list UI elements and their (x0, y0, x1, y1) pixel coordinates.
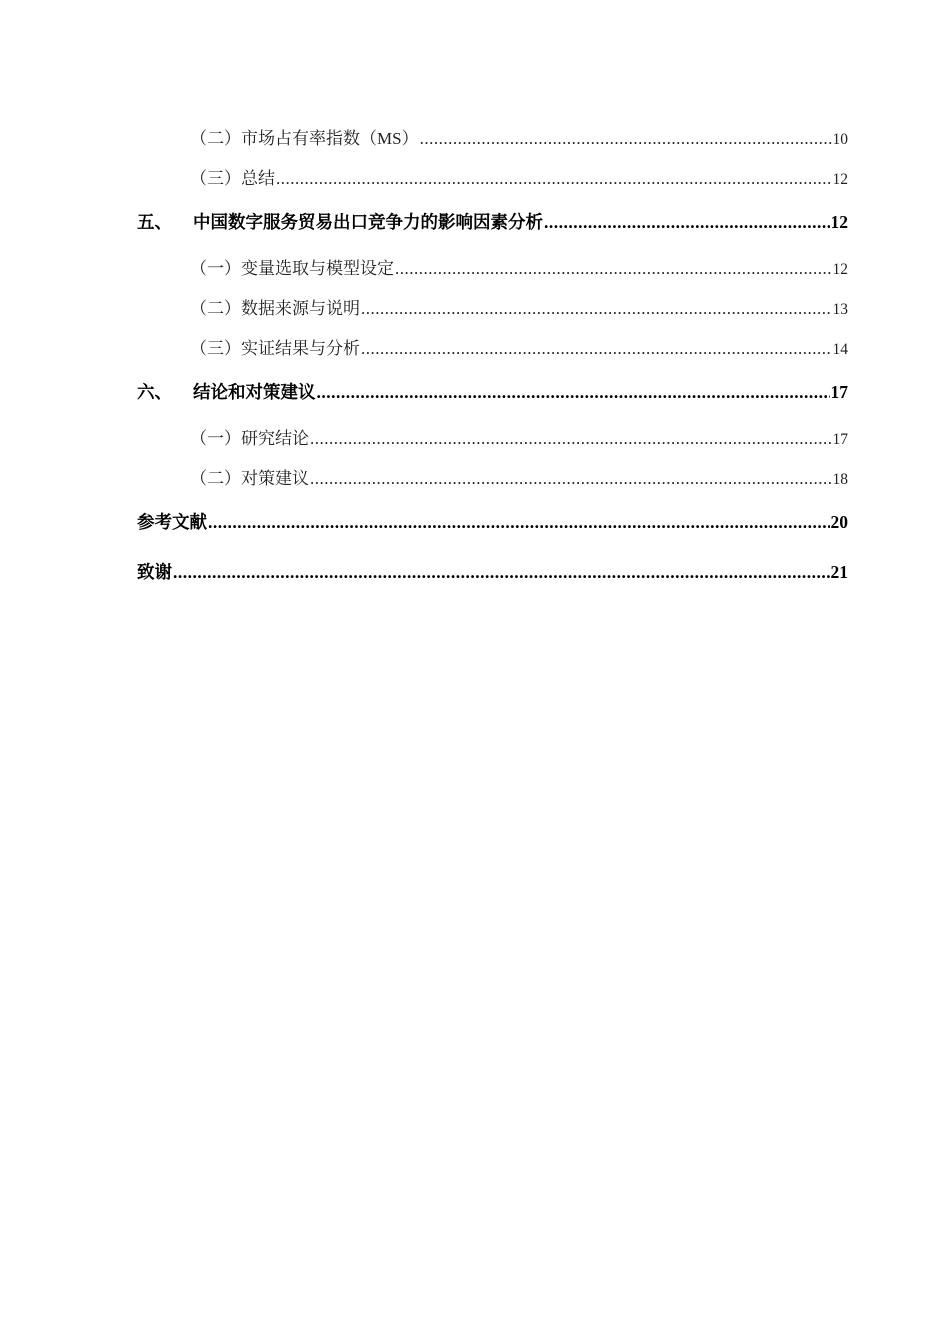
toc-entry-label: （二）市场占有率指数（MS） (190, 129, 419, 148)
toc-dot-leader (310, 469, 832, 489)
toc-dot-leader (310, 429, 832, 449)
toc-dot-leader (395, 259, 832, 279)
toc-page-number: 17 (830, 382, 848, 402)
toc-entry-label: （二）数据来源与说明 (190, 299, 360, 318)
toc-dot-leader (361, 299, 832, 319)
toc-entry-label: （三）实证结果与分析 (190, 339, 360, 358)
toc-entry-label: 致谢 (137, 563, 172, 583)
toc-page-number: 21 (830, 562, 848, 582)
toc-page-number: 17 (832, 431, 848, 448)
toc-entry-label: 参考文献 (137, 513, 207, 533)
toc-entry-empirical-results[interactable] (0, 334, 950, 359)
toc-page-number: 13 (832, 301, 848, 318)
toc-chapter-six[interactable] (0, 379, 950, 404)
toc-entry-market-share[interactable] (0, 124, 950, 149)
toc-chapter-five[interactable] (0, 209, 950, 234)
toc-page-number: 10 (832, 131, 848, 148)
toc-dot-leader (317, 382, 830, 403)
toc-page-number: 20 (830, 512, 848, 532)
toc-dot-leader (420, 129, 832, 149)
toc-dot-leader (361, 339, 832, 359)
toc-dot-leader (544, 212, 830, 233)
toc-page-number: 12 (832, 171, 848, 188)
toc-page-number: 12 (832, 261, 848, 278)
toc-page-number: 12 (830, 212, 848, 232)
toc-references[interactable] (0, 509, 950, 534)
toc-entry-label: （三）总结 (190, 169, 275, 188)
toc-chapter-number: 六、 (137, 383, 172, 403)
toc-chapter-number: 五、 (137, 213, 172, 233)
toc-page-number: 14 (832, 341, 848, 358)
toc-entry-label: （二）对策建议 (190, 469, 309, 488)
toc-dot-leader (208, 512, 830, 533)
toc-acknowledgements[interactable] (0, 559, 950, 584)
toc-entry-label: 结论和对策建议 (193, 383, 316, 403)
toc-entry-label: 中国数字服务贸易出口竞争力的影响因素分析 (193, 213, 543, 233)
toc-entry-label: （一）研究结论 (190, 429, 309, 448)
toc-entry-summary[interactable] (0, 164, 950, 189)
toc-entry-variables-model[interactable] (0, 254, 950, 279)
toc-page-number: 18 (832, 471, 848, 488)
toc-entry-label: （一）变量选取与模型设定 (190, 259, 394, 278)
toc-entry-recommendations[interactable] (0, 464, 950, 489)
toc-entry-data-source[interactable] (0, 294, 950, 319)
toc-dot-leader (276, 169, 832, 189)
toc-entry-conclusions[interactable] (0, 424, 950, 449)
toc-dot-leader (173, 562, 830, 583)
